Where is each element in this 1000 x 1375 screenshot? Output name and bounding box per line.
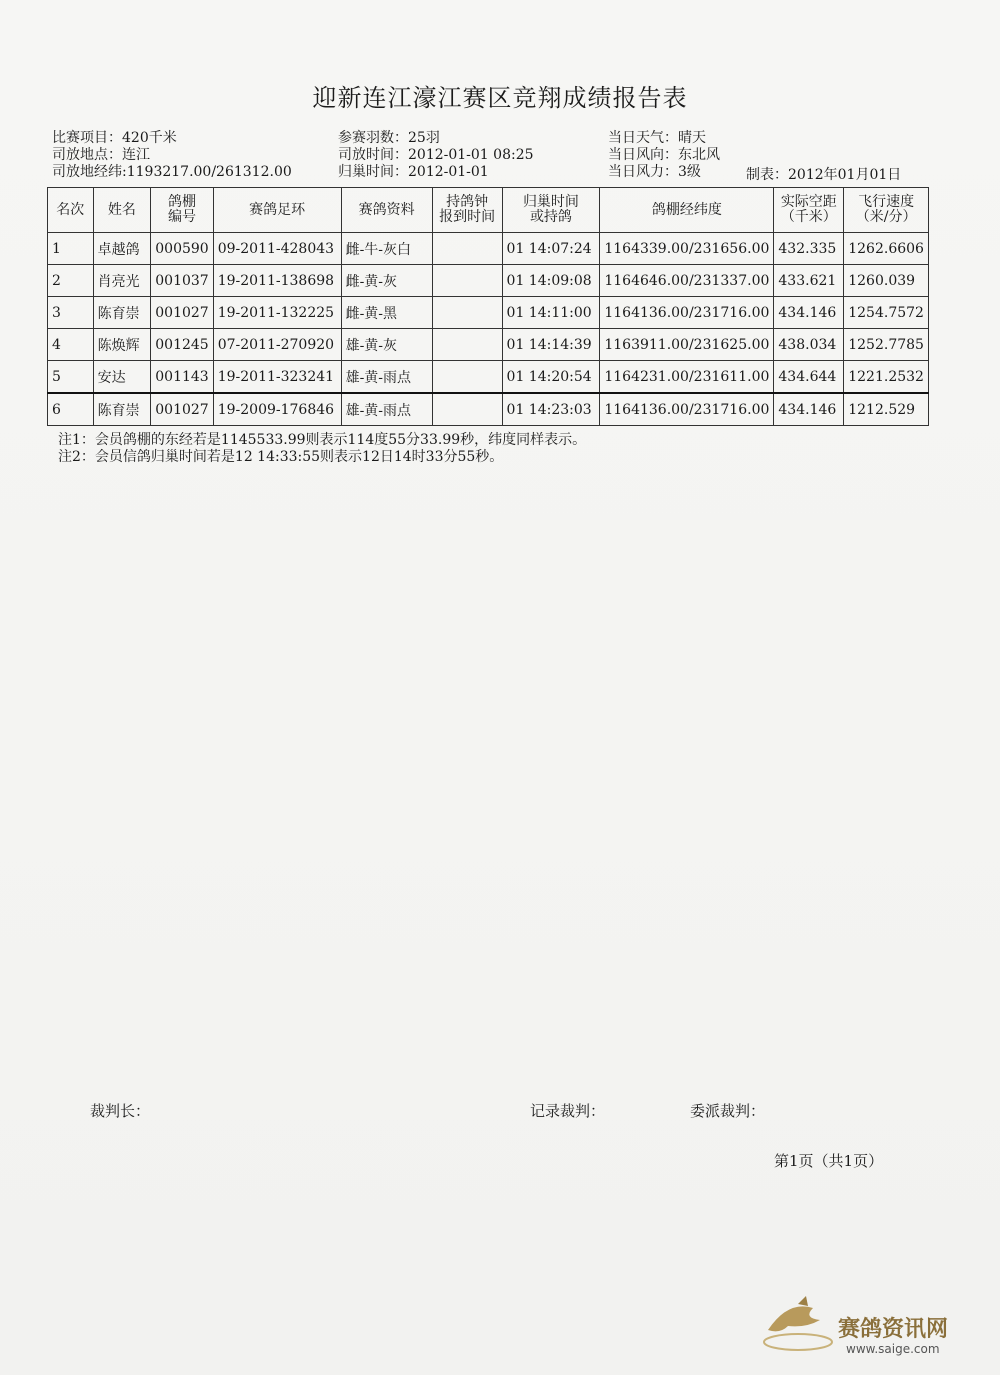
- cell-return: 01 14:09:08: [502, 265, 600, 297]
- cell-info: 雄-黄-雨点: [341, 393, 432, 426]
- cell-return: 01 14:07:24: [502, 233, 600, 265]
- cell-info: 雌-黄-黑: [341, 297, 432, 329]
- header-speed: 飞行速度 （米/分）: [844, 188, 929, 233]
- cell-info: 雄-黄-雨点: [341, 361, 432, 394]
- header-return-time: 归巢时间 或持鸽: [502, 188, 600, 233]
- cell-loft: 000590: [151, 233, 213, 265]
- cell-speed: 1221.2532: [844, 361, 929, 394]
- cell-coords: 1164136.00/231716.00: [600, 393, 774, 426]
- table-row: [48, 393, 929, 426]
- cell-clock: [432, 329, 502, 361]
- table-row: [48, 329, 929, 361]
- note-1: 注1：会员鸽棚的东经若是1145533.99则表示114度55分33.99秒，纬度同样表示。: [58, 432, 587, 448]
- cell-return: 01 14:23:03: [502, 393, 600, 426]
- header-loft-coords: 鸽棚经纬度: [600, 188, 774, 233]
- meta-location: 司放地点：连江: [52, 147, 150, 163]
- cell-ring: 19-2009-176846: [213, 393, 341, 426]
- cell-loft: 001143: [151, 361, 213, 394]
- header-pigeon-info: 赛鸽资料: [341, 188, 432, 233]
- meta-column-left: [52, 130, 292, 181]
- cell-distance: 433.621: [774, 265, 844, 297]
- cell-rank: 3: [48, 297, 94, 329]
- meta-column-middle: [338, 130, 534, 181]
- page-title: 迎新连江濠江赛区竞翔成绩报告表: [312, 84, 688, 112]
- cell-distance: 434.146: [774, 297, 844, 329]
- cell-name: 安达: [93, 361, 151, 394]
- signature-chief-judge: 裁判长：: [90, 1102, 151, 1120]
- meta-maker-date: 制表：2012年01月01日: [746, 167, 902, 183]
- cell-ring: 19-2011-323241: [213, 361, 341, 394]
- table-row: [48, 265, 929, 297]
- cell-loft: 001037: [151, 265, 213, 297]
- header-name: 姓名: [93, 188, 151, 233]
- cell-coords: 1163911.00/231625.00: [600, 329, 774, 361]
- cell-info: 雌-黄-灰: [341, 265, 432, 297]
- cell-coords: 1164231.00/231611.00: [600, 361, 774, 394]
- cell-rank: 6: [48, 393, 94, 426]
- cell-ring: 19-2011-132225: [213, 297, 341, 329]
- cell-speed: 1260.039: [844, 265, 929, 297]
- header-ring: 赛鸽足环: [213, 188, 341, 233]
- table-row: [48, 233, 929, 265]
- cell-info: 雌-牛-灰白: [341, 233, 432, 265]
- cell-speed: 1252.7785: [844, 329, 929, 361]
- cell-coords: 1164339.00/231656.00: [600, 233, 774, 265]
- meta-project: 比赛项目：420千米: [52, 130, 177, 146]
- cell-rank: 5: [48, 361, 94, 394]
- watermark-name: 赛鸽资讯网: [838, 1317, 949, 1342]
- cell-ring: 09-2011-428043: [213, 233, 341, 265]
- meta-coords: 司放地经纬:1193217.00/261312.00: [52, 164, 292, 180]
- cell-clock: [432, 297, 502, 329]
- cell-distance: 434.644: [774, 361, 844, 394]
- header-distance: 实际空距 （千米）: [774, 188, 844, 233]
- cell-name: 陈育崇: [93, 393, 151, 426]
- table-row: [48, 361, 929, 394]
- cell-ring: 07-2011-270920: [213, 329, 341, 361]
- cell-return: 01 14:11:00: [502, 297, 600, 329]
- cell-return: 01 14:14:39: [502, 329, 600, 361]
- cell-name: 陈育崇: [93, 297, 151, 329]
- cell-loft: 001245: [151, 329, 213, 361]
- meta-column-right: [608, 130, 720, 181]
- cell-coords: 1164136.00/231716.00: [600, 297, 774, 329]
- cell-rank: 4: [48, 329, 94, 361]
- cell-distance: 434.146: [774, 393, 844, 426]
- cell-loft: 001027: [151, 393, 213, 426]
- table-row: [48, 297, 929, 329]
- meta-weather: 当日天气：晴天: [608, 130, 706, 146]
- cell-info: 雄-黄-灰: [341, 329, 432, 361]
- page-number: 第1页（共1页）: [774, 1152, 884, 1170]
- meta-release-time: 司放时间：2012-01-01 08:25: [338, 147, 534, 163]
- meta-count: 参赛羽数：25羽: [338, 130, 440, 146]
- cell-clock: [432, 233, 502, 265]
- cell-name: 肖亮光: [93, 265, 151, 297]
- cell-speed: 1254.7572: [844, 297, 929, 329]
- cell-clock: [432, 265, 502, 297]
- meta-wind-direction: 当日风向：东北风: [608, 147, 720, 163]
- meta-wind-force: 当日风力：3级: [608, 164, 701, 180]
- signature-appointed-judge: 委派裁判：: [690, 1102, 766, 1120]
- results-table: [47, 187, 929, 426]
- cell-rank: 1: [48, 233, 94, 265]
- cell-clock: [432, 393, 502, 426]
- cell-distance: 438.034: [774, 329, 844, 361]
- cell-speed: 1262.6606: [844, 233, 929, 265]
- cell-coords: 1164646.00/231337.00: [600, 265, 774, 297]
- watermark-url: www.saige.com: [846, 1342, 940, 1356]
- header-rank: 名次: [48, 188, 94, 233]
- meta-return-time: 归巢时间：2012-01-01: [338, 164, 489, 180]
- cell-name: 卓越鸽: [93, 233, 151, 265]
- cell-rank: 2: [48, 265, 94, 297]
- table-header-row: [48, 188, 929, 233]
- signature-recorder: 记录裁判：: [530, 1102, 606, 1120]
- cell-distance: 432.335: [774, 233, 844, 265]
- note-2: 注2：会员信鸽归巢时间若是12 14:33:55则表示12日14时33分55秒。: [58, 449, 504, 465]
- cell-clock: [432, 361, 502, 394]
- cell-ring: 19-2011-138698: [213, 265, 341, 297]
- header-loft-number: 鸽棚 编号: [151, 188, 213, 233]
- cell-return: 01 14:20:54: [502, 361, 600, 394]
- cell-name: 陈焕辉: [93, 329, 151, 361]
- cell-speed: 1212.529: [844, 393, 929, 426]
- cell-loft: 001027: [151, 297, 213, 329]
- notes: [58, 432, 586, 466]
- header-clock-time: 持鸽钟 报到时间: [432, 188, 502, 233]
